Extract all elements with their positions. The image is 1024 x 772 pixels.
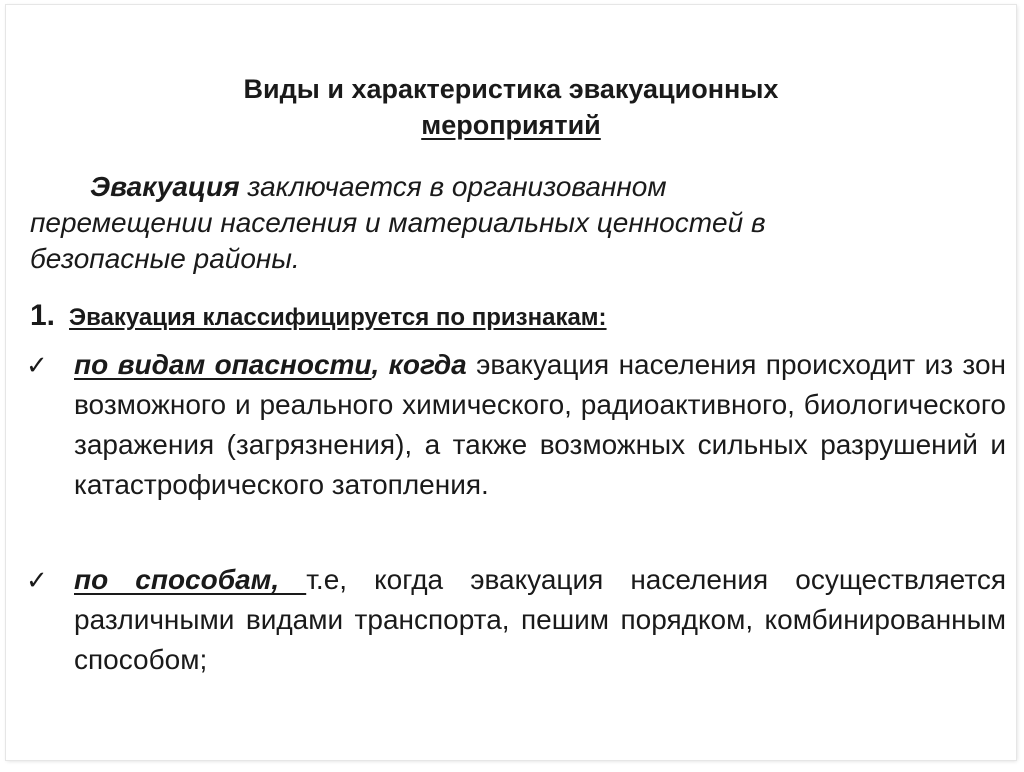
- slide: [6, 5, 1016, 760]
- intro-line-2: перемещении населения и материальных ценностей в: [30, 207, 766, 238]
- bullet-methods-head: [74, 564, 306, 595]
- bullet-methods-head-underlined: по способам,: [74, 564, 307, 595]
- bullet-hazard-head-underlined: по видам опасности: [74, 349, 372, 380]
- checkmark-icon: ✓: [26, 350, 48, 380]
- bullet-hazard-body: [74, 345, 1006, 505]
- bullet-methods-body: [74, 560, 1006, 680]
- intro-paragraph: [30, 169, 970, 277]
- bullet-hazard-head-rest: , когда: [371, 349, 467, 380]
- classification-text: Эвакуация классифицируется по признакам:: [69, 304, 607, 331]
- intro-line-3: безопасные районы.: [30, 243, 300, 274]
- title-line-1: Виды и характеристика эвакуационных: [243, 74, 779, 104]
- checkmark-icon: ✓: [26, 565, 48, 595]
- title-line-2: мероприятий: [421, 110, 601, 140]
- intro-term: Эвакуация: [90, 171, 240, 202]
- bullet-methods: [26, 560, 1006, 680]
- bullet-hazard-head: [74, 349, 467, 380]
- slide-title: [6, 71, 1016, 143]
- intro-line-1-rest: заключается в организованном: [239, 171, 667, 202]
- classification-number: 1.: [30, 299, 56, 332]
- classification-heading: [30, 299, 990, 335]
- intro-line-1: [30, 169, 970, 205]
- bullet-hazard-text: эвакуация населения происходит из зон возможного и реального химического, радиоактивного, биологического заражения (загрязнения), а также возможных сильных разрушений и катастрофического затопления.: [74, 349, 1006, 500]
- bullet-methods-text: т.е, когда эвакуация населения осуществляется различными видами транспорта, пешим порядком, комбинированным способом;: [74, 564, 1006, 675]
- bullet-hazard-types: [26, 345, 1006, 505]
